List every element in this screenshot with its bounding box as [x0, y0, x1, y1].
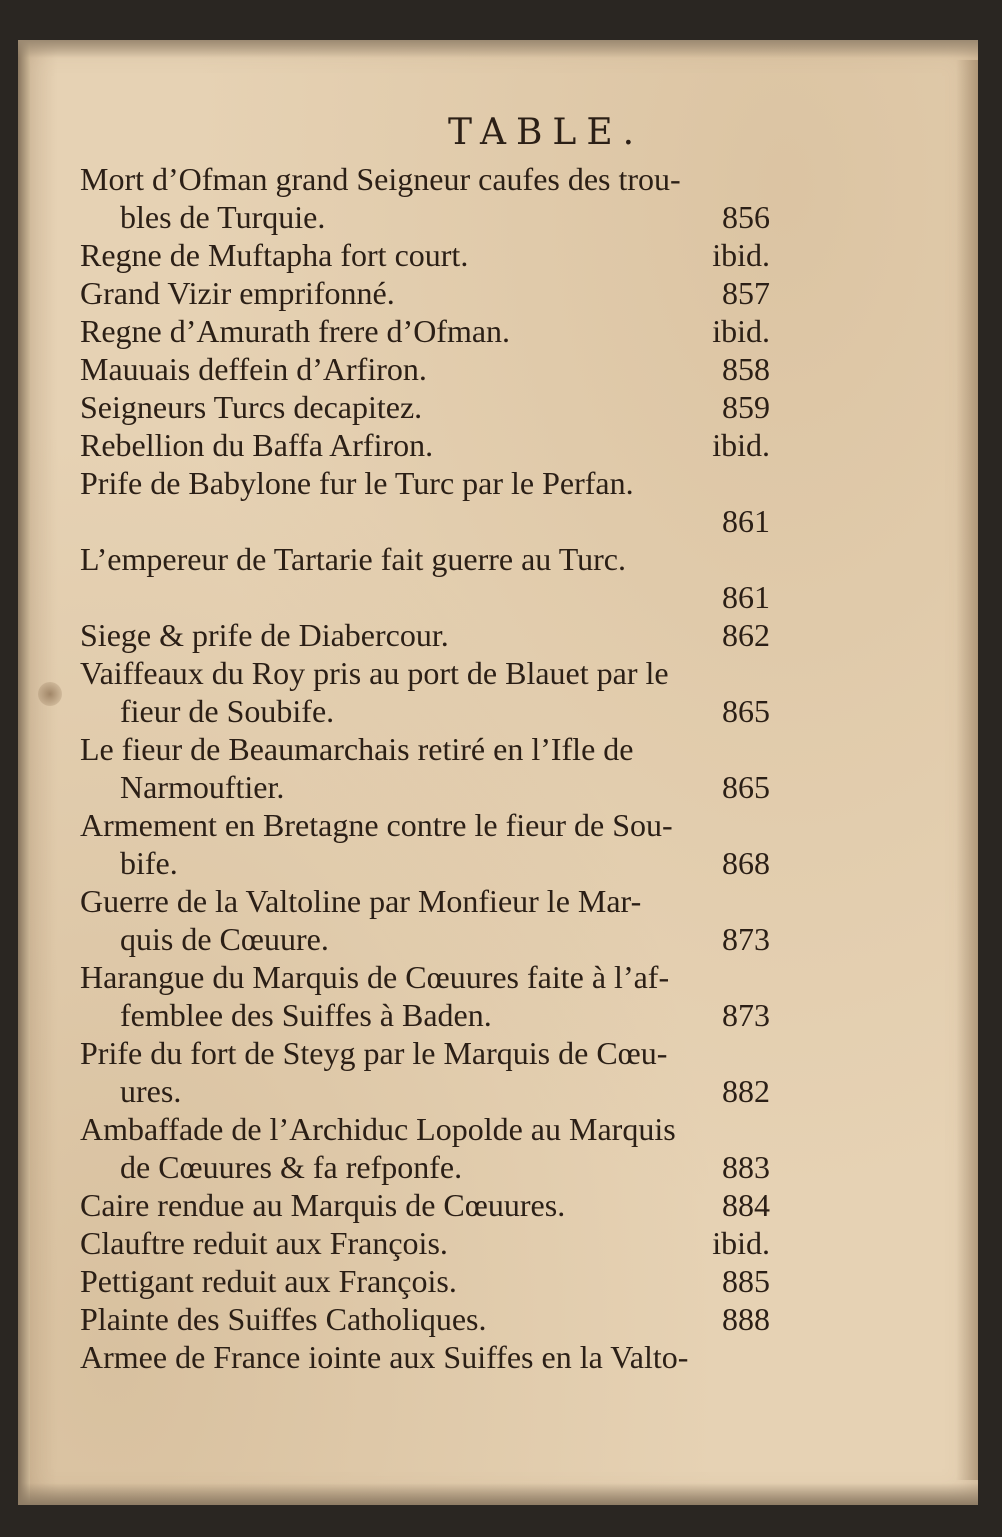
entry-text: Mauuais deffein d’Arfiron.	[80, 351, 427, 387]
page-top-edge	[18, 40, 978, 58]
page-number: 885	[722, 1263, 770, 1299]
index-entry	[80, 1300, 770, 1338]
page-number: 861	[722, 503, 770, 539]
entry-line	[80, 692, 770, 730]
index-entry	[80, 806, 770, 882]
index-entry	[80, 388, 770, 426]
page-number: 862	[722, 617, 770, 653]
page-edge	[956, 60, 978, 1480]
entry-text: Siege & prife de Diabercour.	[80, 617, 449, 653]
page-number: ibid.	[712, 313, 770, 349]
entry-line	[80, 1110, 770, 1148]
entry-line	[80, 768, 770, 806]
entry-line	[80, 578, 770, 616]
entry-text: Mort d’Ofman grand Seigneur caufes des trou-	[80, 161, 681, 197]
index-entry	[80, 730, 770, 806]
page-number: 868	[722, 845, 770, 881]
entry-text: Grand Vizir emprifonné.	[80, 275, 395, 311]
index-entry	[80, 1338, 770, 1376]
index-entry	[80, 274, 770, 312]
page-number: ibid.	[712, 427, 770, 463]
entry-text: Rebellion du Baffa Arfiron.	[80, 427, 434, 463]
page-number: 873	[722, 997, 770, 1033]
entry-line	[80, 1034, 770, 1072]
entry-line	[80, 1224, 770, 1262]
entry-line	[80, 958, 770, 996]
index-entry	[80, 1034, 770, 1110]
entry-text: Armee de France iointe aux Suiffes en la Valto-	[80, 1339, 689, 1375]
ink-smudge	[38, 682, 62, 706]
page-number: ibid.	[712, 237, 770, 273]
entry-line	[80, 502, 770, 540]
entry-text: Clauftre reduit aux François.	[80, 1225, 448, 1261]
entry-text: Regne de Muftapha fort court.	[80, 237, 469, 273]
entry-text: Ambaffade de l’Archiduc Lopolde au Marquis	[80, 1111, 676, 1147]
entry-line	[80, 730, 770, 768]
page-number: 865	[722, 693, 770, 729]
index-entry	[80, 1262, 770, 1300]
entry-line	[80, 806, 770, 844]
index-entry	[80, 312, 770, 350]
entry-line	[80, 996, 770, 1034]
index-entry	[80, 160, 770, 236]
index-entry	[80, 1224, 770, 1262]
index-entry	[80, 236, 770, 274]
entry-line	[80, 1262, 770, 1300]
table-of-contents	[80, 160, 770, 1376]
entry-text: bife.	[120, 845, 178, 881]
entry-text: bles de Turquie.	[120, 199, 326, 235]
page-number: 883	[722, 1149, 770, 1185]
entry-text: L’empereur de Tartarie fait guerre au Turc.	[80, 541, 626, 577]
index-entry	[80, 882, 770, 958]
page-number: 859	[722, 389, 770, 425]
page-number: 857	[722, 275, 770, 311]
entry-text: Regne d’Amurath frere d’Ofman.	[80, 313, 511, 349]
entry-text: Prife du fort de Steyg par le Marquis de Cœu-	[80, 1035, 668, 1071]
entry-text: Harangue du Marquis de Cœuures faite à l’af-	[80, 959, 670, 995]
entry-text: Pettigant reduit aux François.	[80, 1263, 457, 1299]
index-entry	[80, 540, 770, 616]
page-number: 882	[722, 1073, 770, 1109]
entry-line	[80, 350, 770, 388]
index-entry	[80, 616, 770, 654]
entry-text: Seigneurs Turcs decapitez.	[80, 389, 423, 425]
entry-text: Le fieur de Beaumarchais retiré en l’Ifle de	[80, 731, 634, 767]
entry-text: Prife de Babylone fur le Turc par le Perfan.	[80, 465, 634, 501]
running-head: TABLE.	[447, 112, 645, 153]
entry-line	[80, 1338, 770, 1376]
entry-line	[80, 388, 770, 426]
entry-line	[80, 426, 770, 464]
entry-line	[80, 1072, 770, 1110]
page-number: 873	[722, 921, 770, 957]
page-gutter	[18, 40, 30, 1505]
entry-line	[80, 1148, 770, 1186]
entry-text: ures.	[120, 1073, 182, 1109]
entry-line	[80, 844, 770, 882]
entry-line	[80, 236, 770, 274]
page-number: 888	[722, 1301, 770, 1337]
entry-text: femblee des Suiffes à Baden.	[120, 997, 492, 1033]
entry-line	[80, 1300, 770, 1338]
page-number: 884	[722, 1187, 770, 1223]
page-number: 856	[722, 199, 770, 235]
entry-line	[80, 198, 770, 236]
entry-text: Plainte des Suiffes Catholiques.	[80, 1301, 487, 1337]
entry-line	[80, 274, 770, 312]
entry-text: Vaiffeaux du Roy pris au port de Blauet par le	[80, 655, 669, 691]
entry-text: Armement en Bretagne contre le fieur de Sou-	[80, 807, 673, 843]
entry-line	[80, 882, 770, 920]
index-entry	[80, 350, 770, 388]
page-number: 858	[722, 351, 770, 387]
index-entry	[80, 1186, 770, 1224]
entry-line	[80, 312, 770, 350]
entry-text: fieur de Soubife.	[120, 693, 335, 729]
index-entry	[80, 1110, 770, 1186]
page-number: ibid.	[712, 1225, 770, 1261]
page-number: 865	[722, 769, 770, 805]
entry-text: Narmouftier.	[120, 769, 285, 805]
entry-line	[80, 1186, 770, 1224]
entry-line	[80, 540, 770, 578]
entry-line	[80, 616, 770, 654]
entry-line	[80, 160, 770, 198]
entry-line	[80, 654, 770, 692]
entry-text: de Cœuures & fa refponfe.	[120, 1149, 463, 1185]
index-entry	[80, 958, 770, 1034]
entry-line	[80, 920, 770, 958]
entry-line	[80, 464, 770, 502]
entry-text: Caire rendue au Marquis de Cœuures.	[80, 1187, 566, 1223]
index-entry	[80, 426, 770, 464]
page-bottom-edge	[18, 1483, 978, 1505]
index-entry	[80, 464, 770, 540]
entry-text: quis de Cœuure.	[120, 921, 329, 957]
page-number: 861	[722, 579, 770, 615]
entry-text: Guerre de la Valtoline par Monfieur le Mar-	[80, 883, 642, 919]
index-entry	[80, 654, 770, 730]
